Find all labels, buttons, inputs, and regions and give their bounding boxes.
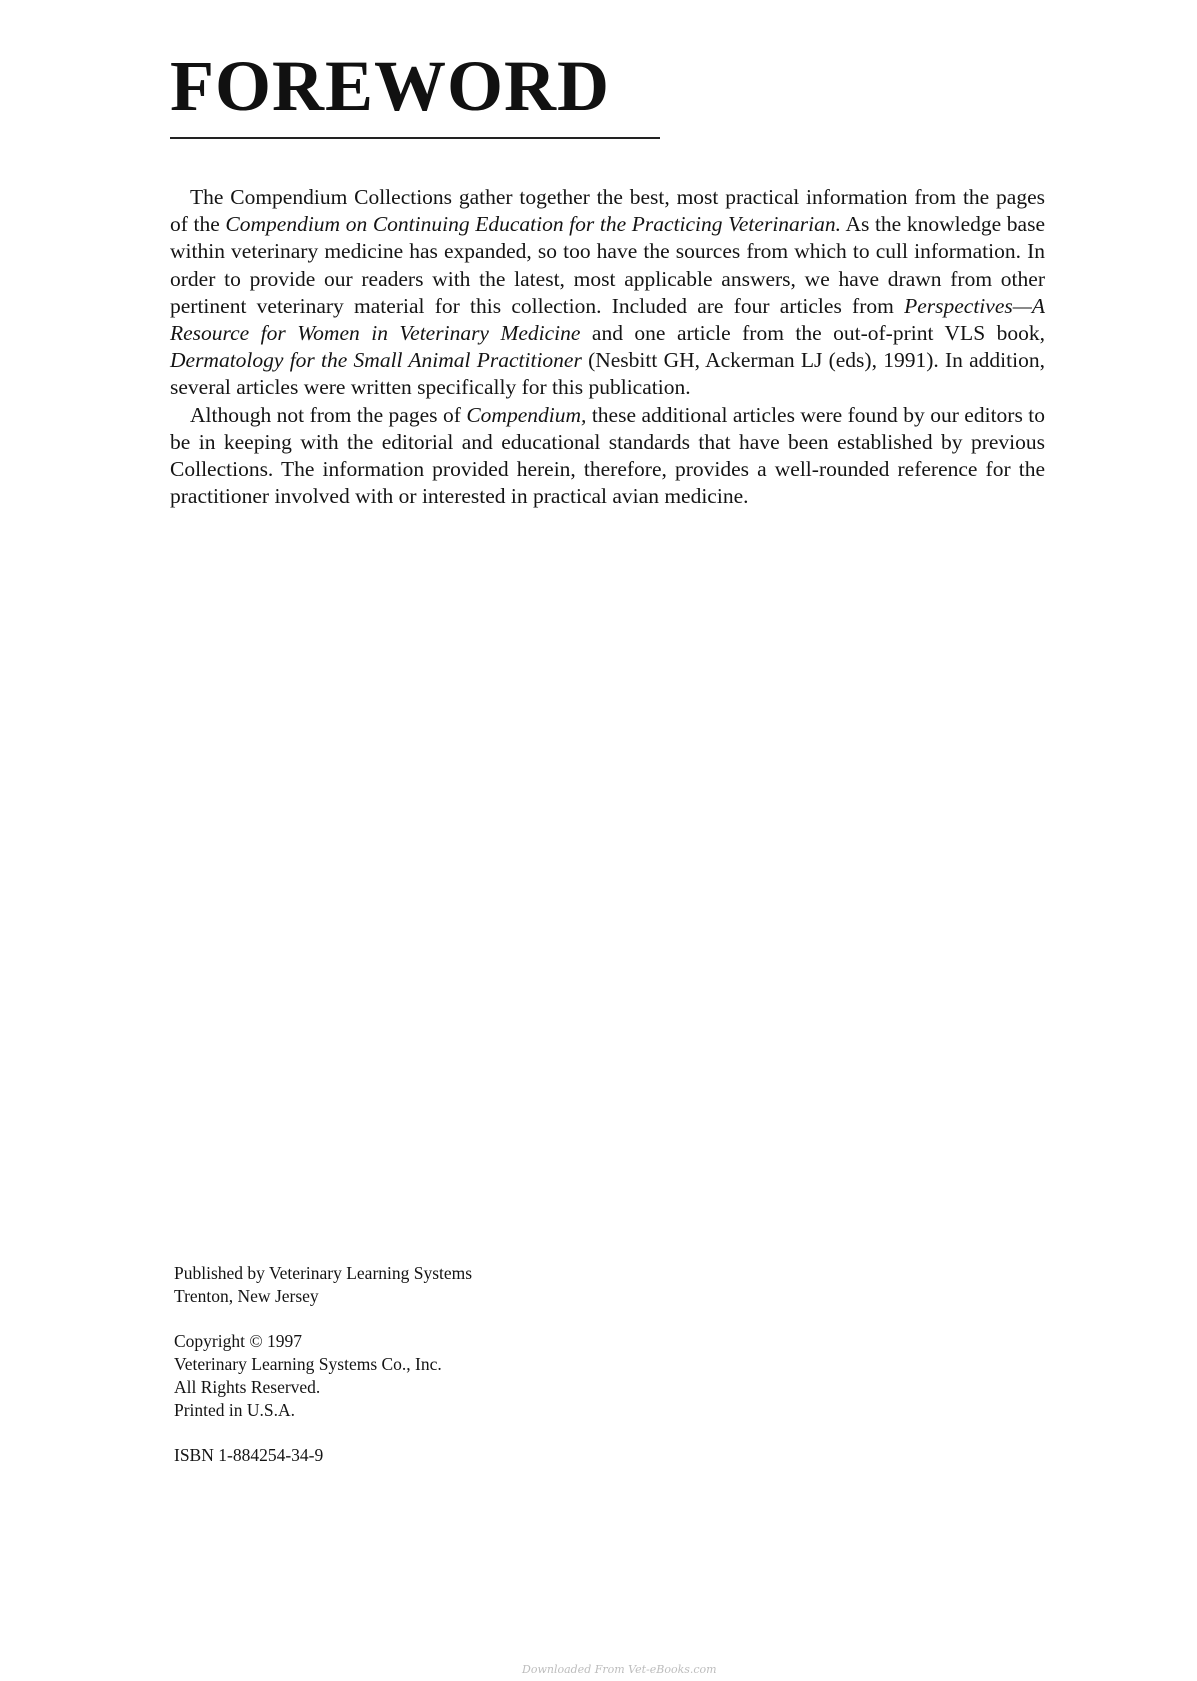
perspectives-title: Perspectives—A Resource for Women in Veterinary Medicine <box>170 293 1045 346</box>
page-title: FOREWORD <box>170 46 610 126</box>
copyright-block <box>174 1330 472 1422</box>
printed-in: Printed in U.S.A. <box>174 1400 296 1420</box>
paragraph-2-text-b: these additional articles were found by our editors to be in keeping with the editorial and educational standards that have been established by previous Collections. The information provided herein, therefore, provides a well-rounded reference for the practitioner involved with or interested in practical avian medicine. <box>170 402 1045 509</box>
isbn-block <box>174 1444 472 1467</box>
publication-info <box>174 1262 472 1489</box>
paragraph-1-text-b: As the knowledge base within veterinary medicine has expanded, so too have the sources from which to cull information. In order to provide our readers with the latest, most applicable answers, we have drawn from other pertinent veterinary material for this collection. Included are four articles from <box>170 212 1045 318</box>
isbn-number: ISBN 1-884254-34-9 <box>174 1445 324 1465</box>
copyright-holder: Veterinary Learning Systems Co., Inc. <box>174 1354 442 1374</box>
dermatology-book-title: Dermatology for the Small Animal Practitioner <box>170 348 582 373</box>
paragraph-1-text-d: (Nesbitt GH, Ackerman LJ (eds), 1991). In addition, several articles were written specifically for this publication. <box>170 348 1045 400</box>
title-underline <box>170 137 660 139</box>
compendium-journal-title: Compendium on Continuing Education for the Practicing Veterinarian. <box>225 212 842 237</box>
copyright-year: Copyright © 1997 <box>174 1331 303 1351</box>
paragraph-1-text-c: and one article from the out-of-print VLS book, <box>580 321 1046 346</box>
foreword-paragraph-2 <box>170 402 1045 511</box>
publisher-block <box>174 1262 472 1308</box>
paragraph-1-text-a: The Compendium Collections gather together the best, most practical information from the pages of the <box>170 185 1045 237</box>
foreword-body <box>170 184 1045 510</box>
publisher-location: Trenton, New Jersey <box>174 1286 319 1306</box>
publisher-name: Published by Veterinary Learning Systems <box>174 1263 473 1283</box>
compendium-short-title: Compendium, <box>466 402 587 427</box>
rights-reserved: All Rights Reserved. <box>174 1377 321 1397</box>
paragraph-2-text-a: Although not from the pages of <box>190 402 467 427</box>
download-watermark: Downloaded From Vet-eBooks.com <box>522 1663 717 1676</box>
foreword-paragraph-1 <box>170 184 1045 402</box>
